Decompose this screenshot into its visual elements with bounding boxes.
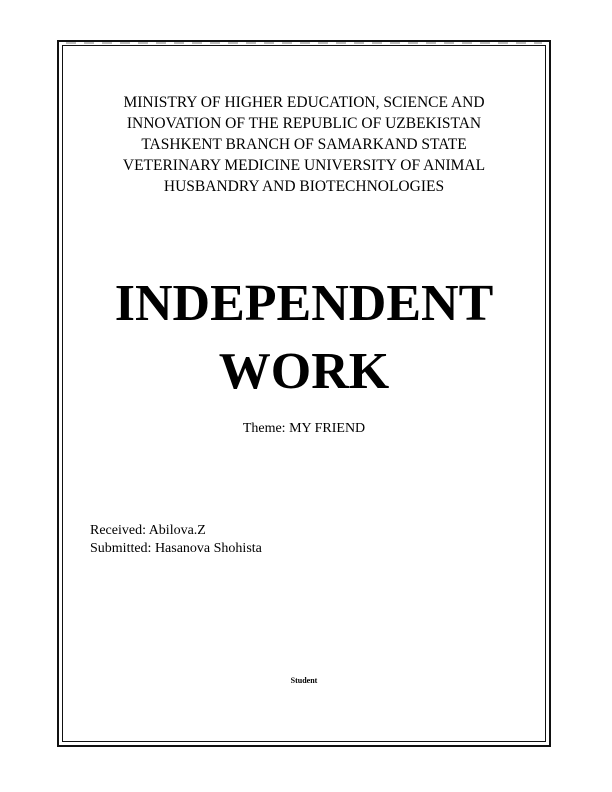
people-block <box>90 522 262 558</box>
title-line: WORK <box>218 343 390 400</box>
institution-line: TASHKENT BRANCH OF SAMARKAND STATE <box>141 136 467 153</box>
document-title <box>62 270 546 406</box>
institution-line: HUSBANDRY AND BIOTECHNOLOGIES <box>163 178 445 195</box>
institution-line: MINISTRY OF HIGHER EDUCATION, SCIENCE AND <box>123 94 485 111</box>
institution-line: INNOVATION OF THE REPUBLIC OF UZBEKISTAN <box>126 115 482 132</box>
theme-line: Theme: MY FRIEND <box>242 421 366 436</box>
title-line: INDEPENDENT <box>114 275 494 332</box>
submitted-by: Submitted: Hasanova Shohista <box>90 541 262 556</box>
student-label: Student <box>290 676 318 685</box>
institution-header <box>62 92 546 197</box>
received-by: Received: Abilova.Z <box>90 523 206 538</box>
frame-top-dashes <box>66 42 542 44</box>
institution-line: VETERINARY MEDICINE UNIVERSITY OF ANIMAL <box>122 157 486 174</box>
